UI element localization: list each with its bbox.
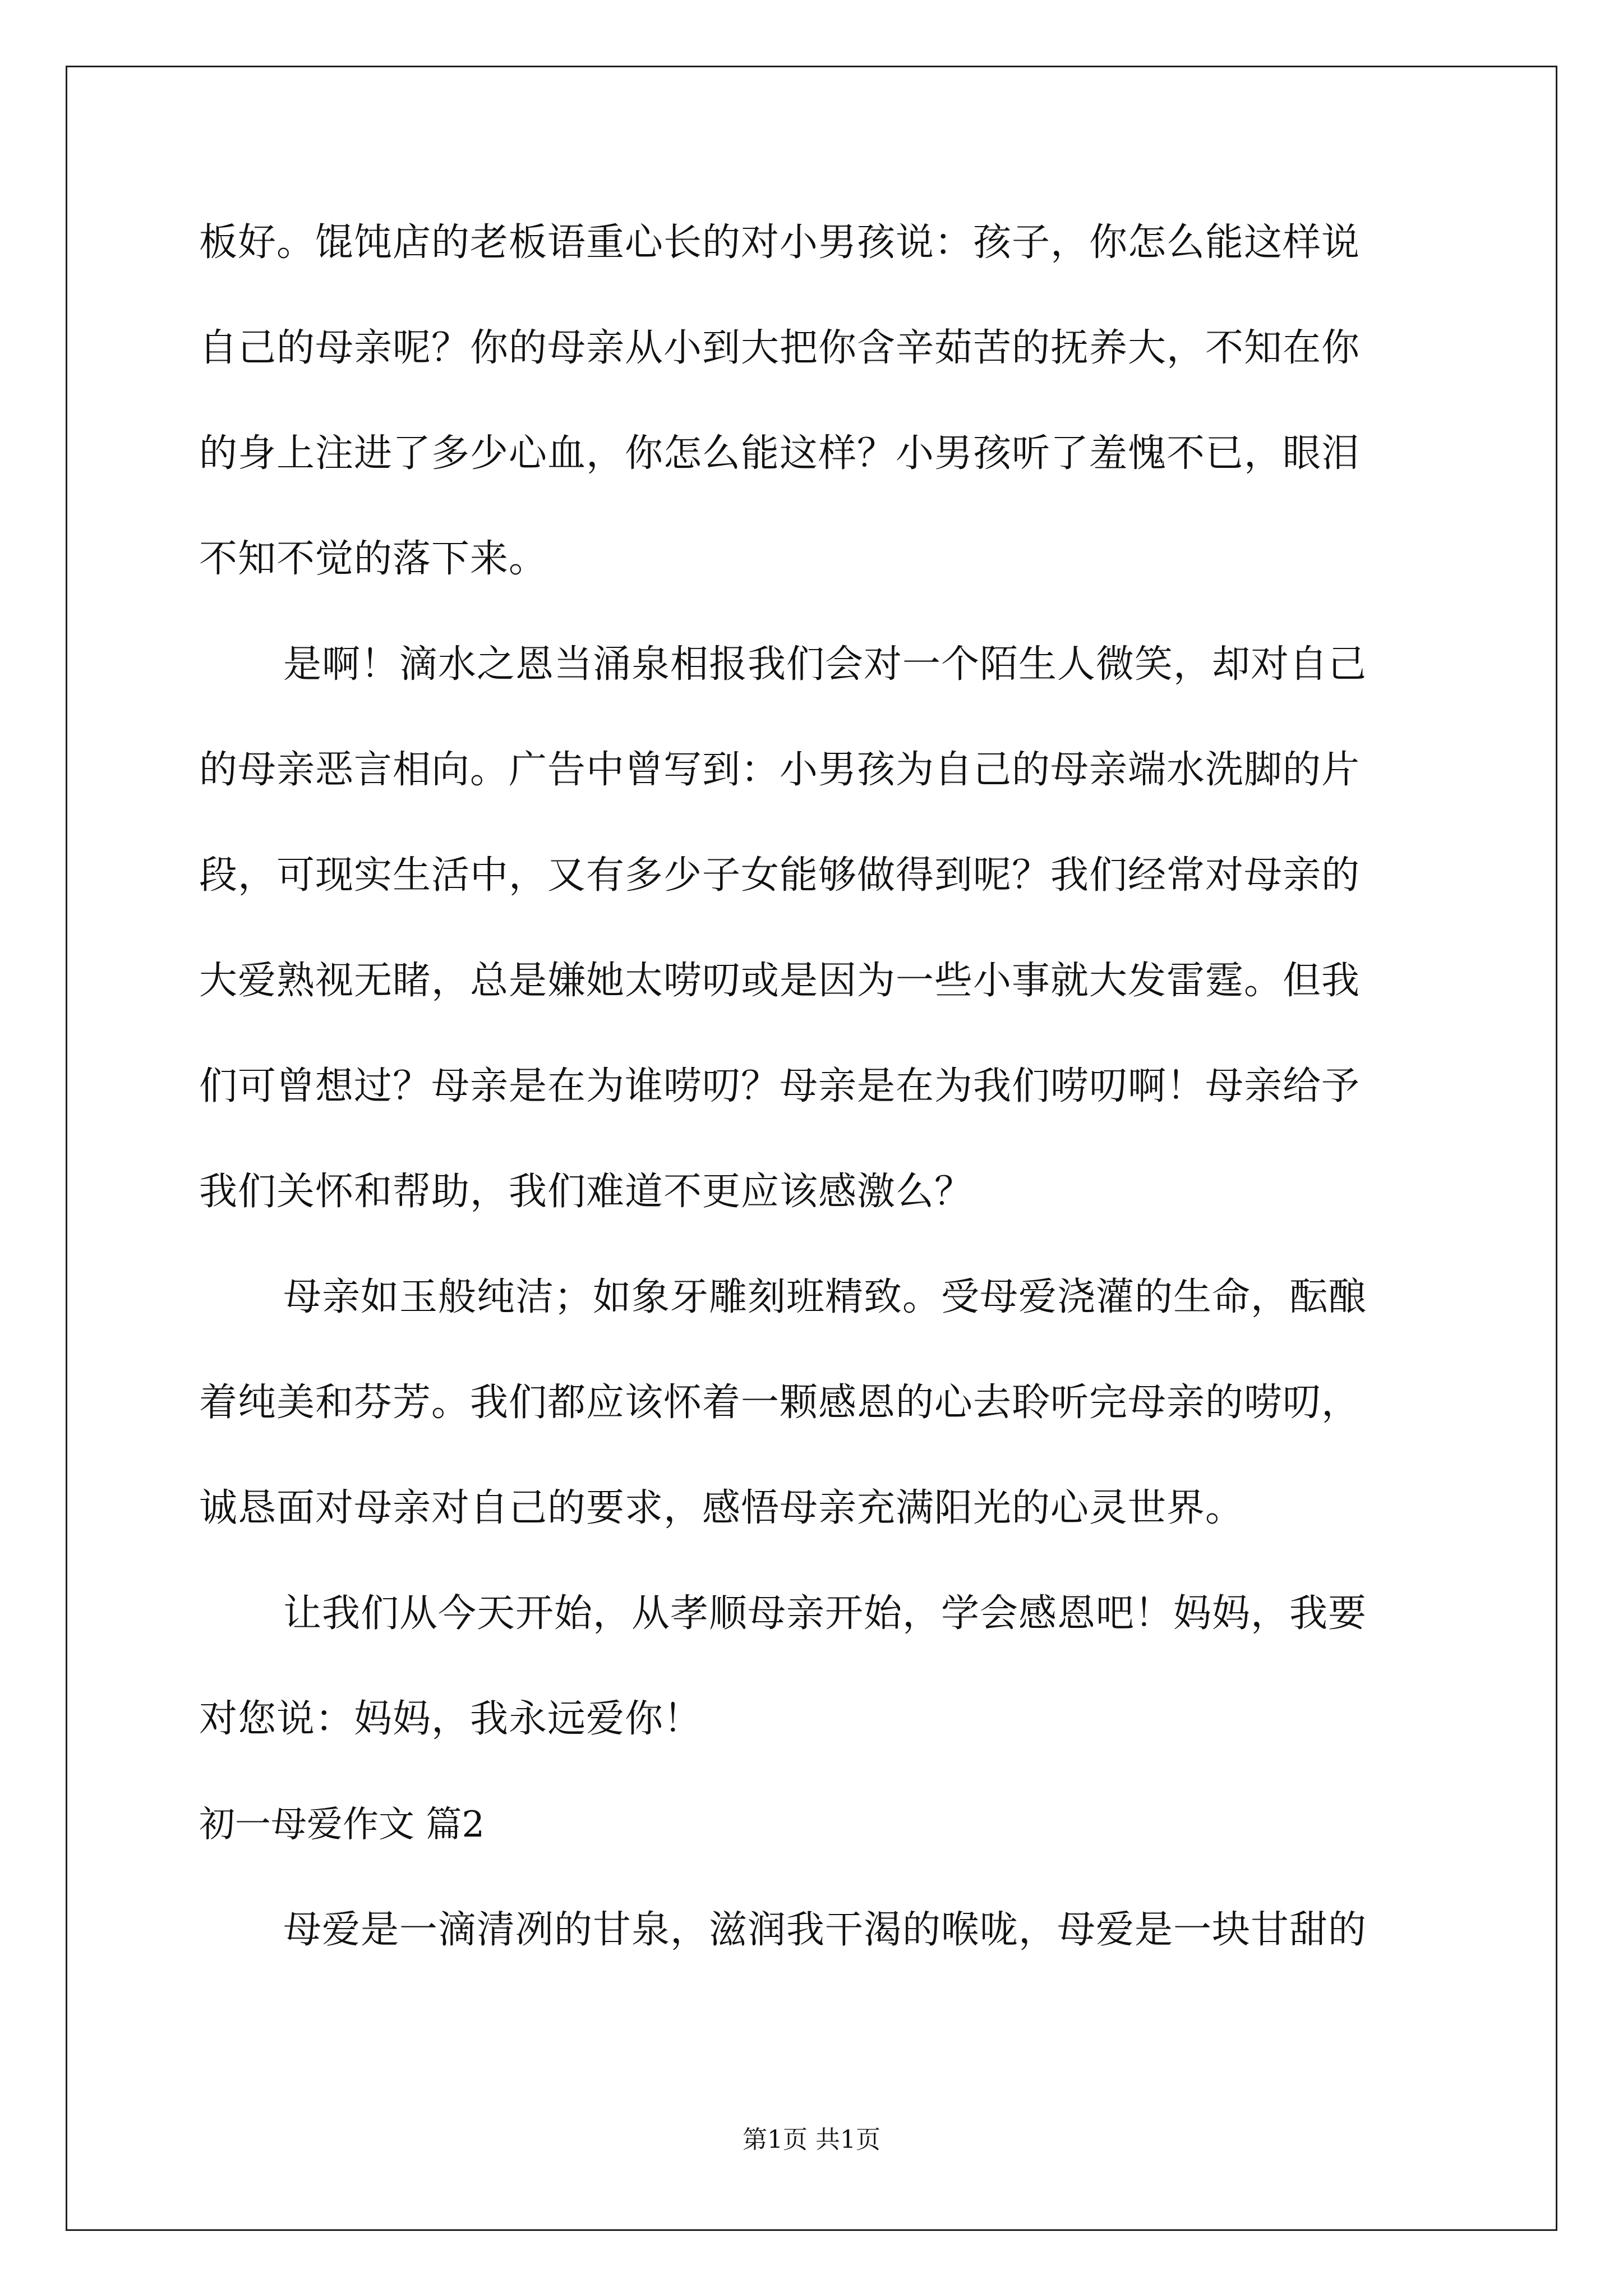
body-line: 是啊！滴水之恩当涌泉相报我们会对一个陌生人微笑，却对自己 <box>283 642 1367 687</box>
body-line: 们可曾想过？母亲是在为谁唠叨？母亲是在为我们唠叨啊！母亲给予 <box>199 1064 1361 1108</box>
body-line: 的母亲恶言相向。广告中曾写到：小男孩为自己的母亲端水洗脚的片 <box>199 748 1361 792</box>
body-line: 我们关怀和帮助，我们难道不更应该感激么？ <box>199 1170 974 1214</box>
body-line: 不知不觉的落下来。 <box>199 537 548 581</box>
page-footer: 第1页 共1页 <box>743 2125 880 2154</box>
body-line: 母亲如玉般纯洁；如象牙雕刻班精致。受母爱浇灌的生命，酝酿 <box>283 1275 1367 1319</box>
body-line: 板好。馄饨店的老板语重心长的对小男孩说：孩子，你怎么能这样说 <box>199 220 1361 265</box>
body-line: 对您说：妈妈，我永远爱你！ <box>199 1697 703 1741</box>
body-line: 诚恳面对母亲对自己的要求，感悟母亲充满阳光的心灵世界。 <box>199 1486 1244 1530</box>
body-line: 自己的母亲呢？你的母亲从小到大把你含辛茹苦的抚养大，不知在你 <box>199 326 1361 370</box>
section-heading: 初一母爱作文 篇2 <box>199 1804 485 1846</box>
body-line: 着纯美和芬芳。我们都应该怀着一颗感恩的心去聆听完母亲的唠叨， <box>199 1381 1361 1425</box>
body-line: 段，可现实生活中，又有多少子女能够做得到呢？我们经常对母亲的 <box>199 853 1361 898</box>
body-line: 大爱熟视无睹，总是嫌她太唠叨或是因为一些小事就大发雷霆。但我 <box>199 959 1361 1003</box>
body-line: 母爱是一滴清冽的甘泉，滋润我干渴的喉咙，母爱是一块甘甜的 <box>283 1908 1367 1952</box>
body-line: 让我们从今天开始，从孝顺母亲开始，学会感恩吧！妈妈，我要 <box>283 1591 1367 1636</box>
body-line: 的身上注进了多少心血，你怎么能这样？小男孩听了羞愧不已，眼泪 <box>199 431 1361 476</box>
